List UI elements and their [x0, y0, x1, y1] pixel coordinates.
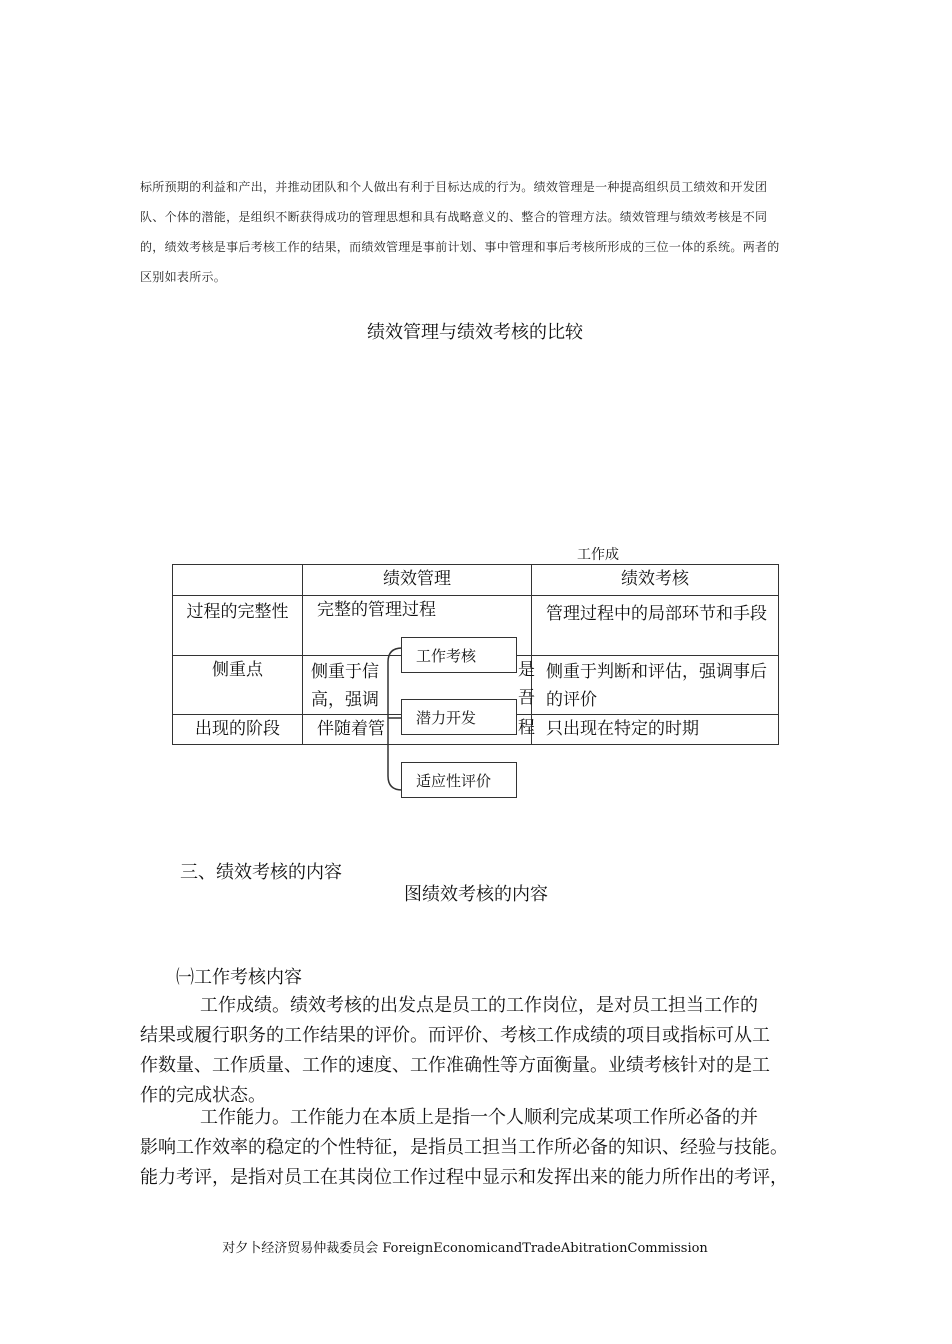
table-cell: 过程的完整性 — [173, 596, 303, 656]
diagram-box-work-assessment: 工作考核 — [401, 637, 517, 673]
section-heading: 三、绩效考核的内容 — [180, 862, 342, 883]
paragraph-line: 工作成绩。绩效考核的出发点是员工的工作岗位，是对员工担当工作的 — [200, 995, 758, 1016]
paragraph-line: 影响工作效率的稳定的个性特征，是指员工担当工作所必备的知识、经验与技能。 — [140, 1137, 788, 1158]
paragraph-work-performance — [140, 991, 830, 1111]
table-cell: 伴随着管 — [303, 715, 532, 745]
intro-line: 标所预期的利益和产出，并推动团队和个人做出有利于目标达成的行为。绩效管理是一种提高组织员工绩效和开发团 — [140, 180, 768, 194]
paragraph-line: 工作能力。工作能力在本质上是指一个人顺利完成某项工作所必备的并 — [200, 1107, 758, 1128]
overlap-glyph: 程 — [518, 718, 535, 738]
table-title: 绩效管理与绩效考核的比较 — [367, 322, 583, 343]
table-cell: 侧重点 — [173, 656, 303, 715]
diagram-box-potential-development: 潜力开发 — [401, 699, 517, 735]
intro-line: 的，绩效考核是事后考核工作的结果，而绩效管理是事前计划、事中管理和事后考核所形成的三位一体的系统。两者的 — [140, 240, 780, 254]
table-cell: 管理过程中的局部环节和手段 — [532, 596, 779, 656]
intro-line: 队、个体的潜能，是组织不断获得成功的管理思想和具有战略意义的、整合的管理方法。绩效管理与绩效考核是不同 — [140, 210, 768, 224]
table-header-row — [173, 565, 779, 596]
table-cell: 侧重于信高，强调 — [303, 656, 532, 715]
table-cell: 出现的阶段 — [173, 715, 303, 745]
paragraph-line: 结果或履行职务的工作结果的评价。而评价、考核工作成绩的项目或指标可从工 — [140, 1025, 770, 1046]
table-cell: 侧重于判断和评估，强调事后的评价 — [532, 656, 779, 715]
table-cell: 完整的管理过程 — [303, 596, 532, 656]
intro-line: 区别如表所示。 — [140, 270, 227, 284]
paragraph-line: 作的完成状态。 — [140, 1085, 266, 1106]
diagram-box-adaptability-evaluation: 适应性评价 — [401, 762, 517, 798]
table-header-cell: 绩效管理 — [303, 565, 532, 596]
figure-caption: 图绩效考核的内容 — [404, 884, 548, 905]
sub-heading: ㈠工作考核内容 — [176, 967, 302, 988]
overlap-glyph: 吾 — [518, 688, 535, 708]
paragraph-line: 作数量、工作质量、工作的速度、工作准确性等方面衡量。业绩考核针对的是工 — [140, 1055, 770, 1076]
overlap-glyph: 是 — [518, 660, 535, 680]
overflow-text-fragment: 工作成 — [577, 547, 619, 563]
page-footer: 对夕卜经济贸易仲裁委员会 ForeignEconomicandTradeAbitrationCommission — [222, 1241, 708, 1256]
table-header-cell: 绩效考核 — [532, 565, 779, 596]
table-header-cell — [173, 565, 303, 596]
intro-paragraph — [140, 172, 812, 292]
table-cell: 只出现在特定的时期 — [532, 715, 779, 745]
paragraph-line: 能力考评，是指对员工在其岗位工作过程中显示和发挥出来的能力所作出的考评， — [140, 1167, 788, 1188]
paragraph-work-ability — [140, 1103, 830, 1193]
